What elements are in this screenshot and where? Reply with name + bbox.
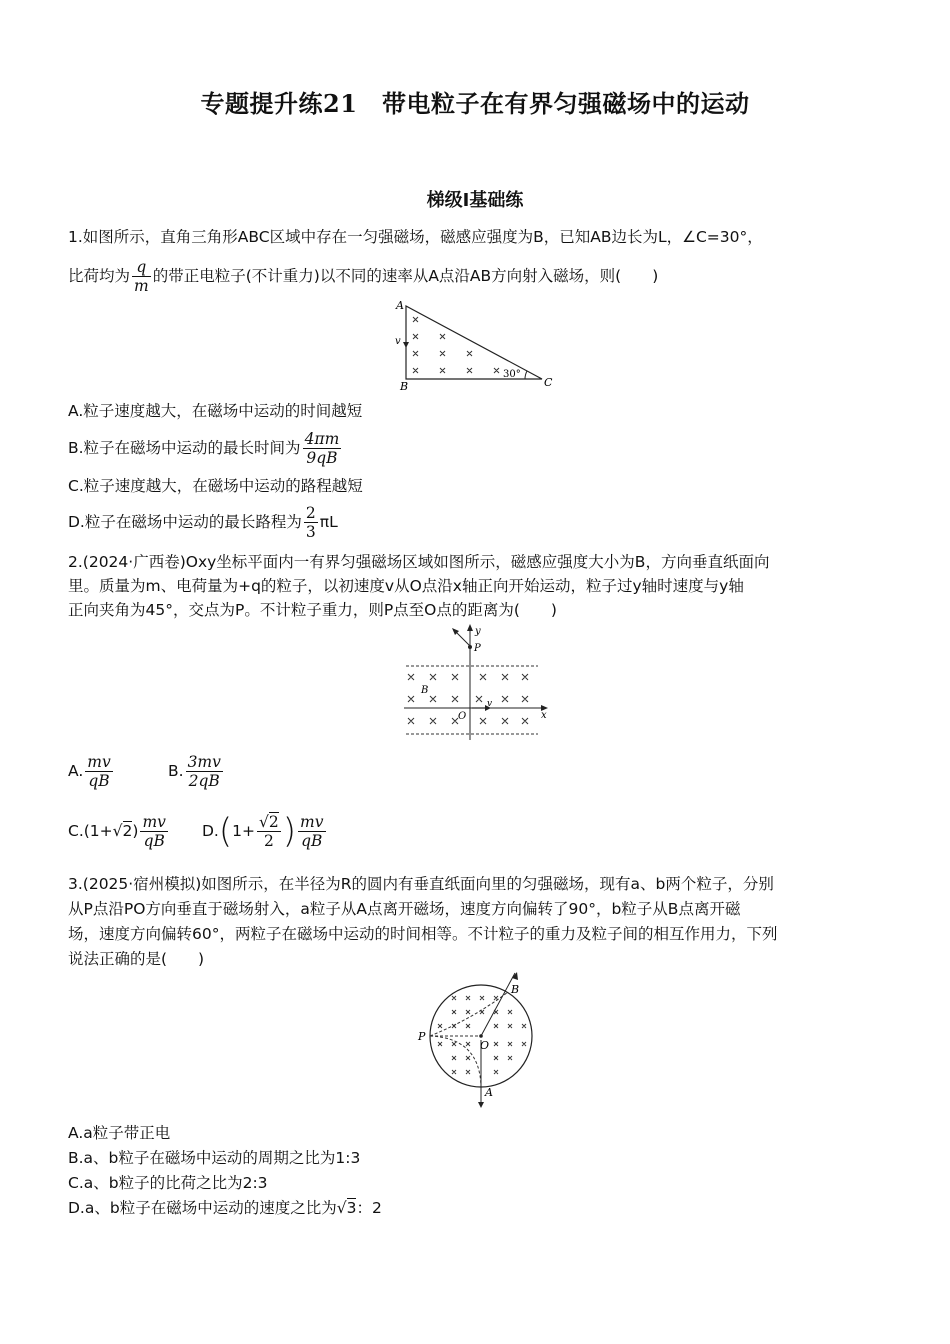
option-d-fraction	[298, 813, 325, 850]
option-d-prefix: D.粒子在磁场中运动的最长路程为	[68, 513, 302, 531]
fraction-denominator: m	[134, 277, 149, 295]
q3-option-d	[68, 1196, 382, 1220]
option-d-root-fraction	[257, 813, 281, 850]
fraction-numerator: 2	[305, 504, 316, 522]
fraction-denominator: qB	[88, 772, 110, 790]
fraction-denominator: 2	[263, 832, 274, 850]
fraction-denominator: 2qB	[188, 772, 220, 790]
q3-option-a: A.a粒子带正电	[68, 1124, 171, 1142]
fraction-numerator: q	[132, 258, 151, 277]
q3-option-b: B.a、b粒子在磁场中运动的周期之比为1:3	[68, 1149, 361, 1167]
fraction-numerator: mv	[142, 813, 166, 831]
q2-stem-line3: 正向夹角为45°，交点为P。不计粒子重力，则P点至O点的距离为( )	[68, 601, 557, 619]
point-p-label: P	[418, 1030, 426, 1043]
point-a-label: A	[485, 1086, 493, 1099]
section-heading: 梯级Ⅰ基础练	[426, 190, 524, 211]
fraction-numerator: 3mv	[187, 753, 221, 771]
vertex-label-a: A	[396, 299, 404, 312]
option-b-prefix: B.粒子在磁场中运动的最长时间为	[68, 439, 301, 457]
q1-option-a: A.粒子速度越大，在磁场中运动的时间越短	[68, 402, 363, 420]
angle-label: 30°	[503, 369, 521, 380]
center-o-label: O	[480, 1039, 490, 1052]
radicand: 2	[122, 822, 133, 840]
vertex-label-c: C	[544, 376, 553, 389]
q1-triangle-figure	[392, 298, 562, 392]
q3-stem-line1: 3.(2025·宿州模拟)如图所示，在半径为R的圆内有垂直纸面向里的匀强磁场，现有a、b两个粒子，分别	[68, 875, 774, 893]
option-d-prefix: D.a、b粒子在磁场中运动的速度之比为	[68, 1199, 337, 1217]
q1-option-b	[68, 426, 343, 470]
option-c-close: )	[132, 822, 139, 840]
q1-stem-line1: 1.如图所示，直角三角形ABC区域中存在一匀强磁场，磁感应强度为B，已知AB边长为L，∠C=30°，	[68, 228, 763, 246]
velocity-label: v	[395, 336, 401, 347]
fraction-numerator: mv	[300, 813, 324, 831]
q2-coordinate-figure	[396, 622, 556, 742]
q1-stem-post: 的带正电粒子(不计重力)以不同的速率从A点沿AB方向射入磁场，则( )	[152, 267, 659, 285]
point-b-label: B	[511, 983, 520, 996]
option-c-prefix: C.(1+	[68, 822, 113, 840]
option-b-fraction	[303, 430, 342, 467]
q2-option-c	[68, 808, 170, 854]
fraction-denominator: 3	[305, 523, 316, 541]
right-paren: )	[282, 811, 297, 852]
point-p-label: P	[474, 643, 481, 654]
fraction-denominator: 9qB	[306, 449, 338, 467]
q1-stem-pre: 比荷均为	[68, 267, 131, 285]
page-title: 专题提升练21 带电粒子在有界匀强磁场中的运动	[200, 89, 750, 118]
option-d-suffix: πL	[319, 513, 338, 531]
fraction-numerator: mv	[87, 753, 111, 771]
radicand: 2	[268, 813, 279, 831]
left-paren: (	[218, 811, 233, 852]
radicand: 3	[346, 1199, 357, 1217]
q3-option-c: C.a、b粒子的比荷之比为2:3	[68, 1174, 268, 1192]
y-axis-label: y	[475, 626, 481, 637]
option-d-suffix: ：2	[356, 1199, 382, 1217]
x-axis-label: x	[541, 710, 547, 721]
q2-stem-line1: 2.(2024·广西卷)Oxy坐标平面内一有界匀强磁场区域如图所示，磁感应强度大小为B，方向垂直纸面向	[68, 553, 770, 571]
q3-stem-line3: 场，速度方向偏转60°，两粒子在磁场中运动的时间相等。不计粒子的重力及粒子间的相互作用力，下列	[68, 925, 778, 943]
option-a-prefix: A.	[68, 762, 84, 780]
q1-option-d	[68, 500, 338, 544]
option-b-prefix: B.	[168, 762, 184, 780]
option-c-fraction	[140, 813, 167, 850]
q1-option-c: C.粒子速度越大，在磁场中运动的路程越短	[68, 477, 363, 495]
fraction-denominator: qB	[143, 832, 165, 850]
sqrt-sign: √	[112, 822, 123, 840]
fraction-denominator: qB	[301, 832, 323, 850]
origin-label: O	[458, 711, 467, 722]
option-d-fraction	[304, 504, 318, 541]
option-b-fraction	[186, 753, 223, 790]
q2-option-d	[202, 808, 328, 854]
q1-charge-mass-fraction	[132, 258, 151, 295]
q3-stem-line4: 说法正确的是( )	[68, 950, 205, 968]
velocity-label: v	[487, 699, 493, 709]
sqrt-sign: √	[259, 813, 269, 831]
q2-option-a	[68, 749, 115, 793]
fraction-numerator: 4πm	[304, 430, 340, 448]
option-d-prefix: D.	[202, 822, 219, 840]
sqrt-sign: √	[336, 1199, 347, 1217]
q2-stem-line2: 里。质量为m、电荷量为+q的粒子，以初速度v从O点沿x轴正向开始运动，粒子过y轴时速度与y轴	[68, 577, 744, 595]
field-label-b: B	[421, 685, 429, 696]
option-a-fraction	[85, 753, 112, 790]
q3-stem-line2: 从P点沿PO方向垂直于磁场射入，a粒子从A点离开磁场，速度方向偏转了90°，b粒子从B点离开磁	[68, 900, 741, 918]
fraction-numerator	[257, 813, 281, 832]
q3-circle-figure	[414, 968, 544, 1110]
vertex-label-b: B	[400, 380, 409, 392]
q1-stem-line2	[68, 256, 880, 296]
option-d-one: 1+	[232, 822, 255, 840]
q2-option-b	[168, 749, 225, 793]
